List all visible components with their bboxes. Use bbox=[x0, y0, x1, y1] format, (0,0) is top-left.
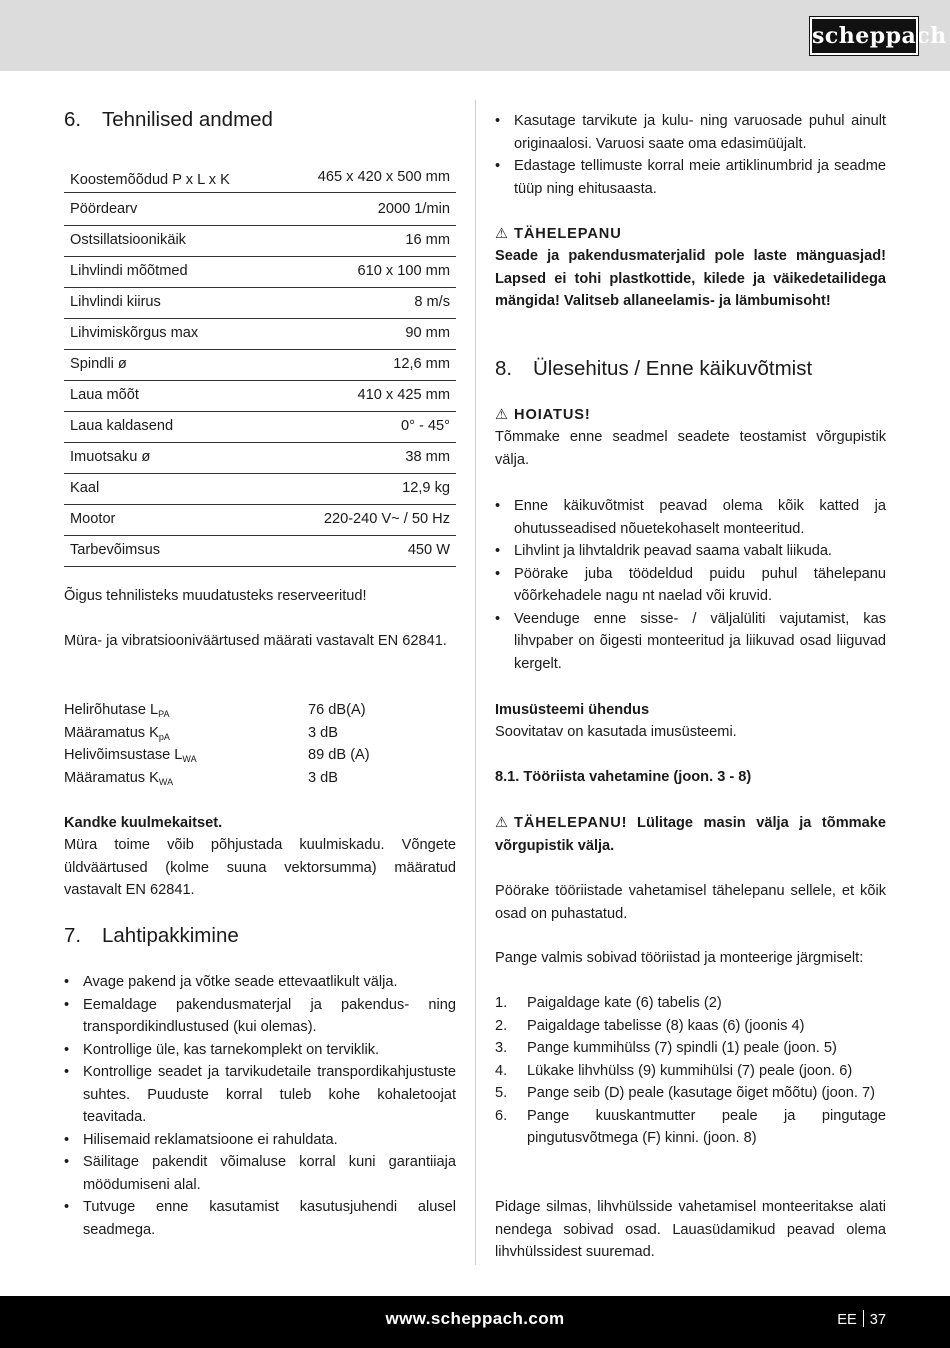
spec-label: Lihvlindi mõõtmed bbox=[70, 262, 188, 279]
brand-logo: scheppach bbox=[810, 17, 918, 55]
tool-change-steps bbox=[495, 992, 886, 1150]
clean-text: Pöörake tööriistade vahetamisel tähelepanu sellele, et kõik osad on puhastatud. bbox=[495, 883, 886, 922]
spec-row bbox=[64, 443, 456, 474]
spec-label: Laua kaldasend bbox=[70, 417, 174, 434]
section-number: 8. bbox=[495, 357, 513, 380]
noise-label-subscript: pA bbox=[158, 731, 170, 742]
setup-list bbox=[495, 495, 886, 675]
list-item: • Tutvuge enne kasutamist kasutusjuhendi alusel seadmega. bbox=[64, 1196, 456, 1241]
separator bbox=[863, 1310, 864, 1327]
dust-text: Soovitatav on kasutada imusüsteemi. bbox=[495, 724, 737, 740]
spec-value: 12,9 kg bbox=[402, 479, 450, 496]
noise-row bbox=[64, 767, 456, 790]
spec-row bbox=[64, 193, 456, 226]
noise-label bbox=[64, 767, 308, 790]
spec-value: 2000 1/min bbox=[377, 200, 450, 217]
spec-value: 465 x 420 x 500 mm bbox=[317, 168, 450, 185]
step-number: 2. bbox=[495, 1017, 508, 1034]
warning-label: HOIATUS! bbox=[514, 407, 591, 423]
spec-label: Ostsillatsioonikäik bbox=[70, 231, 186, 248]
section-7-heading bbox=[64, 923, 239, 949]
noise-label-text: Helirõhutase L bbox=[64, 702, 159, 718]
noise-label-subscript: WA bbox=[182, 754, 197, 764]
spec-row bbox=[64, 350, 456, 381]
spec-value: 38 mm bbox=[405, 448, 450, 465]
spec-label: Tarbevõimsus bbox=[70, 541, 161, 558]
dust-heading: Imusüsteemi ühendus bbox=[495, 702, 650, 718]
step-number: 1. bbox=[495, 995, 508, 1011]
step-text: Paigaldage kate (6) tabelis (2) bbox=[527, 995, 722, 1011]
spec-row bbox=[64, 288, 456, 319]
unpacking-list bbox=[64, 971, 456, 1241]
header-bar bbox=[0, 0, 950, 71]
noise-table bbox=[64, 699, 456, 789]
list-item: • Eemaldage pakendusmaterjal ja pakendus- ning transpordikindlustused (kui olemas). bbox=[64, 994, 456, 1039]
step-text: Pange kummihülss (7) spindli (1) peale (joon. 5) bbox=[527, 1040, 837, 1056]
noise-intro: Müra- ja vibratsiooniväärtused määrati vastavalt EN 62841. bbox=[64, 633, 447, 649]
noise-label bbox=[64, 744, 308, 767]
warning-triangle-icon: ⚠ bbox=[495, 407, 509, 423]
list-item: • Säilitage pakendit võimaluse korral kuni garantiiaja möödumiseni alal. bbox=[64, 1151, 456, 1196]
footer-bar bbox=[0, 1296, 950, 1348]
spare-parts-list bbox=[495, 110, 886, 200]
spec-value: 410 x 425 mm bbox=[357, 386, 450, 403]
spec-value: 90 mm bbox=[405, 324, 450, 341]
spec-row bbox=[64, 156, 456, 193]
spec-value: 8 m/s bbox=[414, 293, 450, 310]
step-item bbox=[495, 992, 886, 1015]
warning-triangle-icon: ⚠ bbox=[495, 815, 509, 831]
list-item: • Enne käikuvõtmist peavad olema kõik katted ja ohutusseadised nõuetekohaselt monteeritud. bbox=[495, 495, 886, 540]
step-item bbox=[495, 1105, 886, 1150]
spec-row bbox=[64, 226, 456, 257]
spec-row bbox=[64, 412, 456, 443]
warning-2-text: Tõmmake enne seadmel seadete teostamist võrgupistik välja. bbox=[495, 429, 886, 468]
page-indicator bbox=[837, 1309, 886, 1332]
spec-row bbox=[64, 381, 456, 412]
spec-label: Koostemõõdud P x L x K bbox=[70, 171, 230, 188]
spec-row bbox=[64, 319, 456, 350]
warning-3-text bbox=[495, 812, 886, 857]
step-number: 5. bbox=[495, 1085, 508, 1101]
spec-value: 0° - 45° bbox=[401, 417, 450, 434]
spec-label: Kaal bbox=[70, 479, 100, 496]
spec-value: 450 W bbox=[407, 541, 450, 558]
final-note: Pidage silmas, lihvhülsside vahetamisel monteeritakse alati nendega sobivad osad. Lauasüdamikud peavad olema lihvhülssidest suuremad. bbox=[495, 1199, 886, 1260]
warning-1-text: Seade ja pakendusmaterjalid pole laste mänguasjad! Lapsed ei tohi plastkottide, kilede ja väikedetailidega mängida! Valitseb allaneelamis- ja lämbumisoht! bbox=[495, 248, 886, 309]
spec-row bbox=[64, 257, 456, 288]
step-number: 3. bbox=[495, 1040, 508, 1056]
spec-row bbox=[64, 474, 456, 505]
spec-label: Imuotsaku ø bbox=[70, 448, 151, 465]
list-item: • Veenduge enne sisse- / väljalüliti vajutamist, kas lihvpaber on õigesti monteeritud ja liikuvad osad liiguvad kergelt. bbox=[495, 608, 886, 676]
list-item: • Avage pakend ja võtke seade ettevaatlikult välja. bbox=[64, 971, 456, 994]
step-text: Pange kuuskantmutter peale ja pingutage pingutusvõtmega (F) kinni. (joon. 8) bbox=[527, 1107, 886, 1146]
spec-row bbox=[64, 505, 456, 536]
spec-label: Pöördearv bbox=[70, 200, 138, 217]
list-item: • Hilisemaid reklamatsioone ei rahuldata. bbox=[64, 1129, 456, 1152]
section-6-heading bbox=[64, 107, 273, 133]
ear-protection-heading: Kandke kuulmekaitset. bbox=[64, 815, 223, 831]
noise-row bbox=[64, 744, 456, 767]
warning-label: TÄHELEPANU bbox=[514, 226, 622, 242]
list-item: • Pöörake juba töödeldud puidu puhul tähelepanu võõrkehadele nagu nt naelad või kruvid. bbox=[495, 563, 886, 608]
spec-label: Mootor bbox=[70, 510, 116, 527]
spec-value: 16 mm bbox=[405, 231, 450, 248]
section-title: Lahtipakkimine bbox=[102, 924, 239, 947]
list-item: • Kontrollige seadet ja tarvikudetaile transpordikahjustuste suhtes. Puuduste korral tuleb kohe kohaletoojat teavitada. bbox=[64, 1061, 456, 1129]
step-text: Lükake lihvhülss (9) kummihülsi (7) peale (joon. 6) bbox=[527, 1062, 853, 1079]
spec-value: 220-240 V~ / 50 Hz bbox=[323, 510, 450, 527]
step-item bbox=[495, 1037, 886, 1060]
footer-url[interactable]: www.scheppach.com bbox=[385, 1309, 565, 1328]
spec-label: Lihvimiskõrgus max bbox=[70, 324, 199, 341]
noise-row bbox=[64, 699, 456, 722]
warning-label: TÄHELEPANU bbox=[514, 815, 622, 831]
step-text: Paigaldage tabelisse (8) kaas (6) (joonis 4) bbox=[527, 1017, 805, 1034]
step-item bbox=[495, 1082, 886, 1105]
section-title: Tehnilised andmed bbox=[102, 108, 273, 131]
noise-label bbox=[64, 722, 308, 745]
noise-row bbox=[64, 722, 456, 745]
warning-message: ! Lülitage masin välja ja tõmmake võrgupistik välja. bbox=[495, 815, 886, 854]
noise-value: 89 dB (A) bbox=[308, 747, 370, 763]
spec-table bbox=[64, 156, 456, 567]
steps-intro: Pange valmis sobivad tööriistad ja monteerige järgmiselt: bbox=[495, 950, 864, 966]
spec-label: Spindli ø bbox=[70, 355, 127, 372]
warning-2-title bbox=[495, 404, 886, 427]
page-number: 37 bbox=[869, 1312, 886, 1328]
noise-value: 76 dB(A) bbox=[308, 702, 366, 718]
language-code: EE bbox=[837, 1312, 857, 1328]
list-item: • Kontrollige üle, kas tarnekomplekt on terviklik. bbox=[64, 1039, 456, 1062]
section-8-heading bbox=[495, 356, 812, 382]
noise-label-subscript: PA bbox=[158, 709, 170, 719]
step-text: Pange seib (D) peale (kasutage õiget mõõtu) (joon. 7) bbox=[527, 1085, 876, 1101]
step-item bbox=[495, 1015, 886, 1038]
step-number: 6. bbox=[495, 1107, 508, 1124]
column-divider bbox=[475, 100, 476, 1265]
noise-label-text: Määramatus K bbox=[64, 724, 159, 741]
subsection-8-1-heading: 8.1. Tööriista vahetamine (joon. 3 - 8) bbox=[495, 769, 752, 785]
spec-value: 12,6 mm bbox=[393, 355, 450, 372]
noise-label bbox=[64, 699, 308, 722]
reserve-note: Õigus tehnilisteks muudatusteks reserveeritud! bbox=[64, 588, 367, 604]
noise-value: 3 dB bbox=[308, 724, 339, 741]
section-number: 7. bbox=[64, 924, 82, 947]
spec-row bbox=[64, 536, 456, 567]
ear-protection-text: Müra toime võib põhjustada kuulmiskadu. Võngete üldväärtused (kolme suuna vektorsumma) määratud vastavalt EN 62841. bbox=[64, 837, 456, 898]
spec-label: Lihvlindi kiirus bbox=[70, 293, 161, 310]
section-number: 6. bbox=[64, 108, 82, 131]
list-item: • Kasutage tarvikute ja kulu- ning varuosade puhul ainult originaalosi. Varuosi saate oma edasimüüjalt. bbox=[495, 110, 886, 155]
list-item: • Lihvlint ja lihvtaldrik peavad saama vabalt liikuda. bbox=[495, 540, 886, 563]
section-title: Ülesehitus / Enne käikuvõtmist bbox=[533, 357, 813, 380]
step-item bbox=[495, 1060, 886, 1083]
noise-value: 3 dB bbox=[308, 769, 339, 786]
noise-label-text: Helivõimsustase L bbox=[64, 747, 183, 763]
step-number: 4. bbox=[495, 1062, 508, 1079]
list-item: • Edastage tellimuste korral meie artiklinumbrid ja seadme tüüp ning ehitusaasta. bbox=[495, 155, 886, 200]
warning-1-title bbox=[495, 223, 886, 246]
noise-label-text: Määramatus K bbox=[64, 769, 159, 786]
warning-triangle-icon: ⚠ bbox=[495, 226, 509, 242]
noise-label-subscript: WA bbox=[158, 776, 174, 787]
spec-label: Laua mõõt bbox=[70, 386, 139, 403]
spec-value: 610 x 100 mm bbox=[357, 262, 450, 279]
